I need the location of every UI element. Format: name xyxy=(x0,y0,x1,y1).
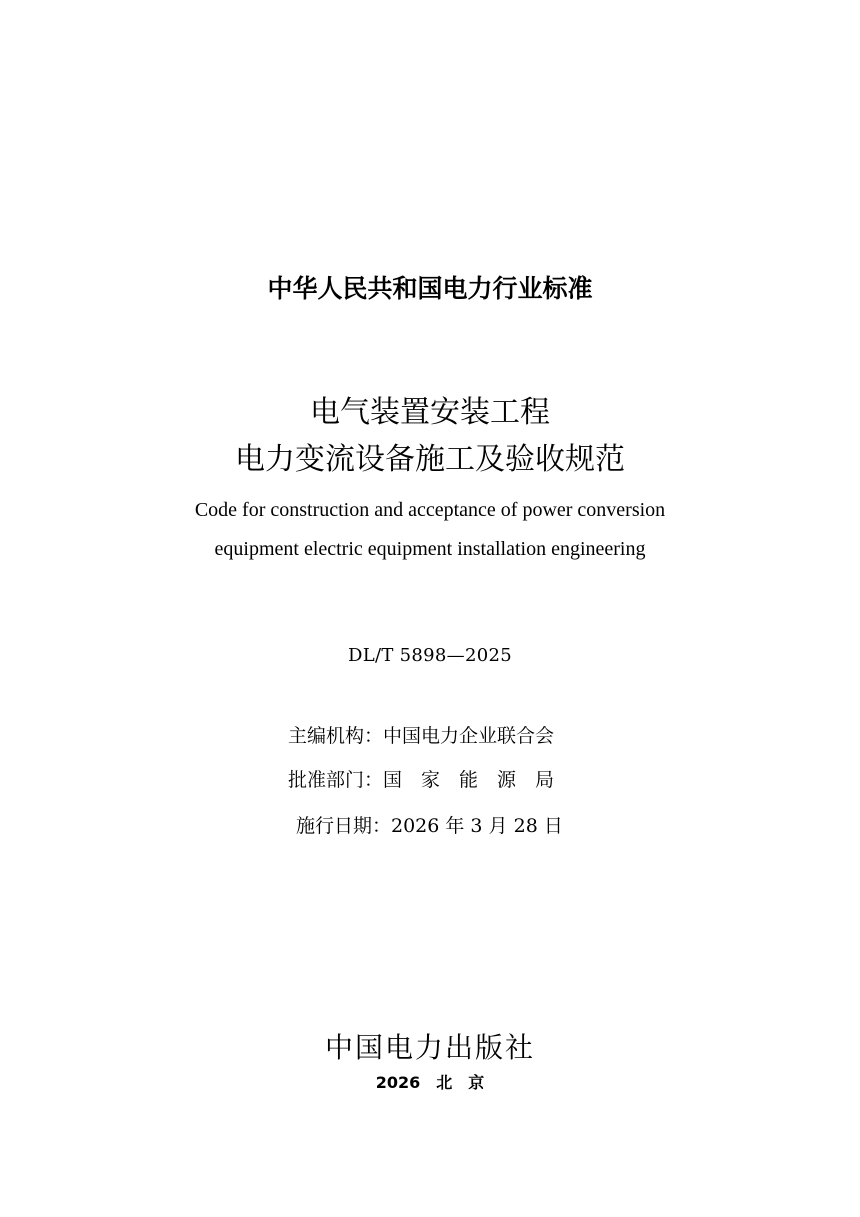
standard-code: DL/T 5898—2025 xyxy=(348,645,512,666)
publish-year-place: 2026 北 京 xyxy=(375,1073,485,1092)
publisher-name: 中国电力出版社 xyxy=(324,1031,535,1064)
english-title-line-2: equipment electric equipment installation engineering xyxy=(214,538,646,560)
document-title-line-2: 电力变流设备施工及验收规范 xyxy=(235,442,625,477)
document-title-line-1: 电气装置安装工程 xyxy=(310,395,550,430)
standard-series-heading: 中华人民共和国电力行业标准 xyxy=(267,274,593,303)
english-title-line-1: Code for construction and acceptance of power conversion xyxy=(194,499,666,521)
approval-department: 批准部门：国 家 能 源 局 xyxy=(288,769,555,791)
effective-date: 施行日期：2026 年 3 月 28 日 xyxy=(296,815,563,837)
editor-organization: 主编机构：中国电力企业联合会 xyxy=(288,725,555,747)
